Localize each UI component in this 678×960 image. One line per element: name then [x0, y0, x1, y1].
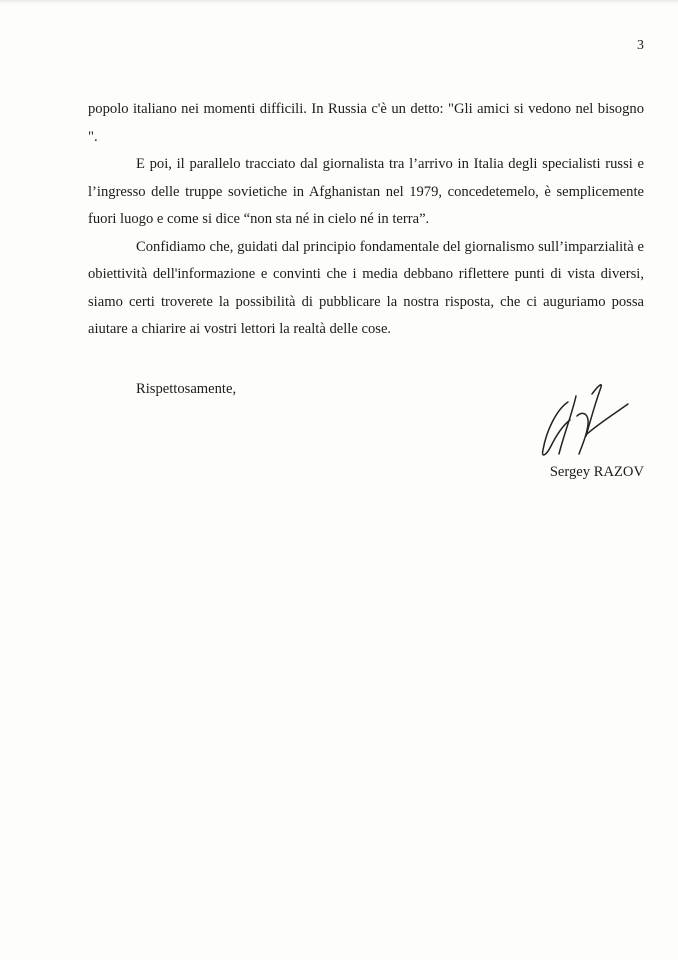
letter-body	[88, 96, 644, 344]
paragraph-continuation: popolo italiano nei momenti difficili. In Russia c'è un detto: "Gli amici si vedono nel bisogno ".	[88, 101, 644, 145]
paragraph-comparison: E poi, il parallelo tracciato dal giornalista tra l’arrivo in Italia degli specialisti russi e l’ingresso delle truppe sovietiche in Afghanistan nel 1979, concedetemelo, è semplicemente fuori luogo e come si dice “non sta né in cielo né in terra”.	[88, 156, 644, 227]
paragraph-request: Confidiamo che, guidati dal principio fondamentale del giornalismo sull’imparzialità e obiettività dell'informazione e convinti che i media debbano riflettere punti di vista diversi, siamo certi troverete la possibilità di pubblicare la nostra risposta, che ci auguriamo possa aiutare a chiarire ai vostri lettori la realtà delle cose.	[88, 238, 644, 337]
page-number: 3	[637, 38, 644, 53]
closing-salutation: Rispettosamente,	[136, 381, 237, 397]
page-top-edge	[0, 0, 678, 4]
handwritten-signature	[528, 374, 638, 464]
signatory-name: Sergey RAZOV	[549, 464, 644, 480]
